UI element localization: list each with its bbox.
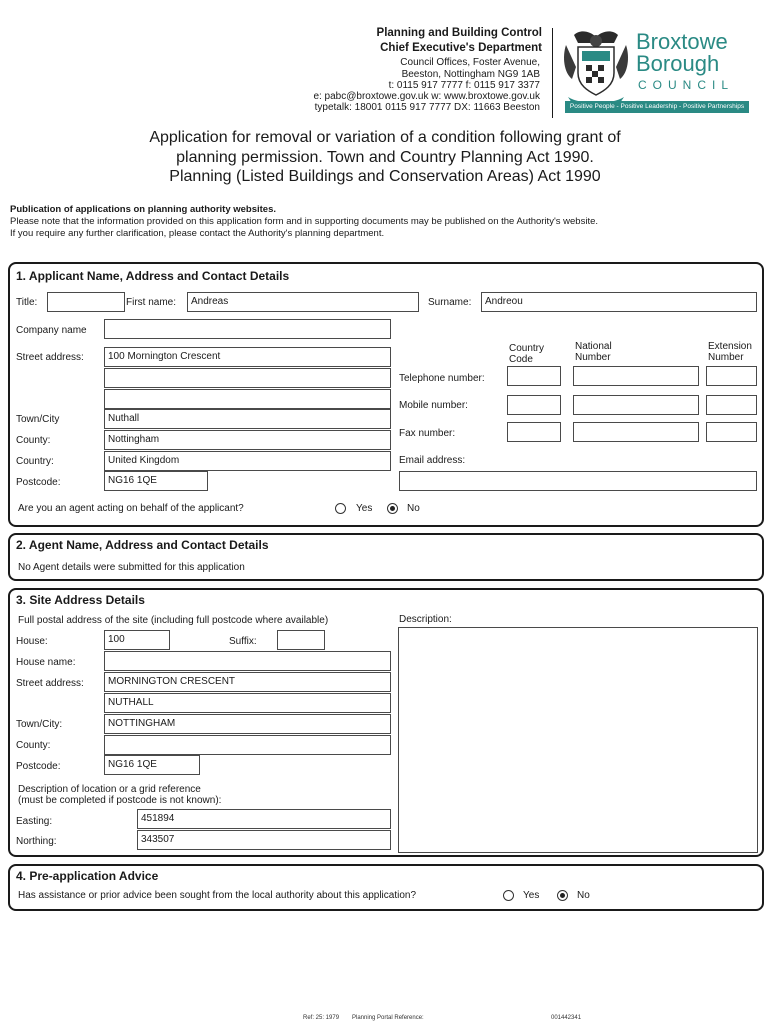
site-street-label: Street address: [16,678,84,689]
surname-input[interactable]: Andreou [481,292,757,312]
street-address-label: Street address: [16,352,84,363]
mobile-label: Mobile number: [399,400,468,411]
site-address-subtitle: Full postal address of the site (including full postcode where available) [18,615,329,626]
form-title-line-1: Application for removal or variation of a condition following grant of [149,129,621,146]
company-name-label: Company name [16,325,87,336]
header-divider [552,28,553,118]
mobile-country-code[interactable] [507,395,561,415]
house-name-label: House name: [16,657,76,668]
county-label: County: [16,435,51,446]
site-county-label: County: [16,740,51,751]
section-4-title: 4. Pre-application Advice [16,869,159,883]
easting-label: Easting: [16,816,53,827]
footer-portal-label: Planning Portal Reference: [352,1015,424,1021]
postcode-label: Postcode: [16,477,61,488]
postcode-input[interactable]: NG16 1QE [104,471,208,491]
typetalk-line: typetalk: 18001 0115 917 7777 DX: 11663 Beeston [314,102,540,113]
site-address-section [8,588,764,857]
national-number-header-2: Number [575,352,611,363]
telephone-label: Telephone number: [399,373,485,384]
form-title-line-2: planning permission. Town and Country Planning Act 1990. [176,149,594,166]
northing-label: Northing: [16,836,57,847]
fax-national-number[interactable] [573,422,699,442]
surname-label: Surname: [428,297,472,308]
address-line-2: Beeston, Nottingham NG9 1AB [401,69,540,80]
agent-section [8,533,764,581]
telephone-national-number[interactable] [573,366,699,386]
publication-notice-line-1: Please note that the information provided on this application form and in supporting documents may be published on the Authority's website. [10,216,599,227]
suffix-input[interactable] [277,630,325,650]
publication-heading: Publication of applications on planning authority websites. [10,204,277,215]
logo-tagline: Positive People - Positive Leadership - Positive Partnerships [565,101,749,113]
site-postcode-input[interactable]: NG16 1QE [104,755,200,775]
advice-no-radio[interactable] [557,890,568,901]
town-label: Town/City [16,414,60,425]
agent-empty-message: No Agent details were submitted for this application [18,562,245,573]
footer-portal-ref: 001442341 [551,1015,582,1021]
title-label: Title: [16,297,38,308]
country-label: Country: [16,456,54,467]
fax-label: Fax number: [399,428,456,439]
street-address-line-1[interactable]: 100 Mornington Crescent [104,347,391,367]
mobile-national-number[interactable] [573,395,699,415]
house-name-input[interactable] [104,651,391,671]
section-1-title: 1. Applicant Name, Address and Contact Details [16,269,290,283]
location-description-line-1: Description of location or a grid reference [18,784,201,795]
country-code-header-2: Code [509,354,533,365]
email-input[interactable] [399,471,757,491]
easting-input[interactable]: 451894 [137,809,391,829]
agent-yes-label: Yes [356,503,373,514]
pre-application-question: Has assistance or prior advice been sought from the local authority about this application? [18,890,417,901]
agent-no-label: No [407,503,420,514]
company-name-input[interactable] [104,319,391,339]
site-town-input[interactable]: NOTTINGHAM [104,714,391,734]
northing-input[interactable]: 343507 [137,830,391,850]
contact-line: e: pabc@broxtowe.gov.uk w: www.broxtowe.gov.uk [313,91,540,102]
applicant-section [8,262,764,527]
description-textarea[interactable] [398,627,758,853]
department-subname: Chief Executive's Department [380,42,542,54]
advice-no-label: No [577,890,590,901]
fax-country-code[interactable] [507,422,561,442]
publication-notice-line-2: If you require any further clarification, please contact the Authority's planning department. [10,228,385,239]
country-code-header-1: Country [509,343,545,354]
telephone-extension[interactable] [706,366,757,386]
telephone-country-code[interactable] [507,366,561,386]
title-input[interactable] [47,292,125,312]
extension-header-2: Number [708,352,744,363]
location-description-line-2: (must be completed if postcode is not known): [18,795,222,806]
pre-application-section [8,864,764,911]
town-input[interactable]: Nuthall [104,409,391,429]
description-label: Description: [399,614,452,625]
site-county-input[interactable] [104,735,391,755]
first-name-input[interactable]: Andreas [187,292,419,312]
advice-yes-label: Yes [523,890,540,901]
footer-ref: Ref: 25: 1979 [303,1015,340,1021]
form-title-line-3: Planning (Listed Buildings and Conservation Areas) Act 1990 [169,168,601,185]
street-address-line-3[interactable] [104,389,391,409]
site-postcode-label: Postcode: [16,761,61,772]
agent-yes-radio[interactable] [335,503,346,514]
extension-header-1: Extension [708,341,752,352]
agent-question: Are you an agent acting on behalf of the applicant? [18,503,244,514]
suffix-label: Suffix: [229,636,257,647]
address-line-1: Council Offices, Foster Avenue, [400,57,540,68]
street-address-line-2[interactable] [104,368,391,388]
site-town-label: Town/City: [16,719,63,730]
council-crest-icon [560,27,632,109]
department-name: Planning and Building Control [376,27,542,39]
logo-word-borough: Borough [636,51,720,76]
house-label: House: [16,636,48,647]
mobile-extension[interactable] [706,395,757,415]
email-label: Email address: [399,455,466,466]
fax-extension[interactable] [706,422,757,442]
country-input[interactable]: United Kingdom [104,451,391,471]
section-2-title: 2. Agent Name, Address and Contact Details [16,538,269,552]
logo-word-broxtowe: Broxtowe [636,29,728,54]
phone-line: t: 0115 917 7777 f: 0115 917 3377 [388,80,540,91]
advice-yes-radio[interactable] [503,890,514,901]
logo-word-council: COUNCIL [638,78,735,92]
first-name-label: First name: [126,297,177,308]
national-number-header-1: National [575,341,612,352]
section-3-title: 3. Site Address Details [16,593,145,607]
county-input[interactable]: Nottingham [104,430,391,450]
site-street-line-1[interactable]: MORNINGTON CRESCENT [104,672,391,692]
house-input[interactable]: 100 [104,630,170,650]
agent-no-radio[interactable] [387,503,398,514]
site-street-line-2[interactable]: NUTHALL [104,693,391,713]
